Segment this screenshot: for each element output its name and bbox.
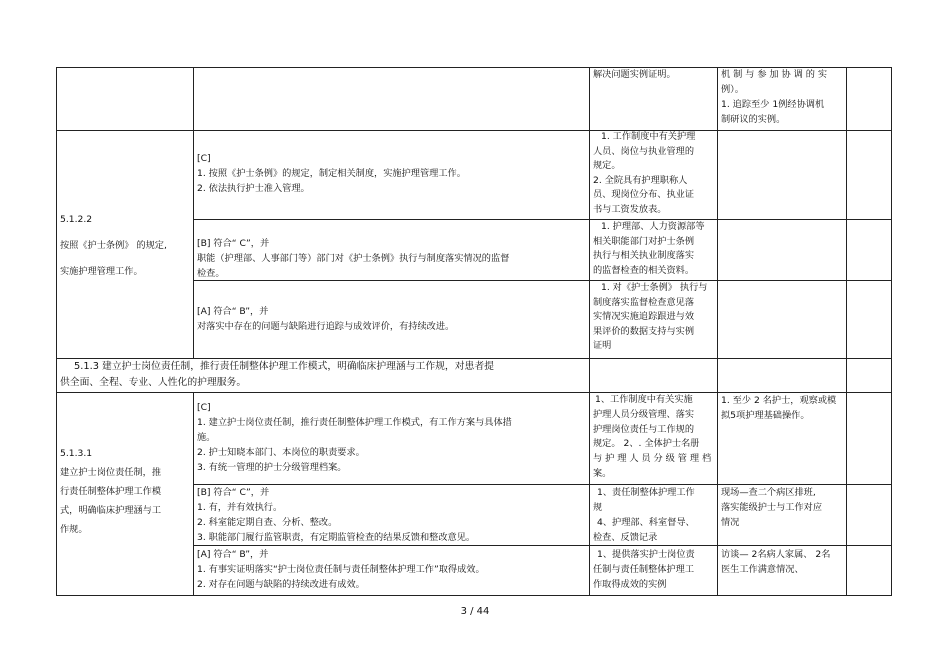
item-5122-grade-a-standard bbox=[197, 304, 587, 334]
text-line: 1、提供落实护士岗位责 bbox=[597, 549, 695, 560]
item-5131-grade-a-evidence bbox=[593, 547, 715, 592]
item-code: 5.1.3.1 bbox=[60, 448, 93, 459]
text-line: 1、责任制整体护理工作 bbox=[597, 487, 695, 498]
top-row-evidence bbox=[593, 67, 715, 82]
item-5131-grade-b-standard bbox=[197, 485, 587, 545]
text-line: [A] 符合“ B”，并 bbox=[197, 306, 269, 317]
text-line: 机 制 与 参 加 协 调 的 实 bbox=[721, 69, 828, 80]
item-code: 5.1.2.2 bbox=[60, 214, 93, 225]
text-line: 1. 至少 2 名护士，观察或模 bbox=[721, 395, 837, 406]
item-5131-grade-b-method bbox=[721, 485, 843, 530]
item-5131-grade-c-standard bbox=[197, 400, 587, 475]
text-line: 制度落实监督检查意见落 bbox=[593, 296, 695, 308]
text-line: 作规。 bbox=[60, 524, 88, 535]
item-5131-grade-a-method bbox=[721, 547, 843, 577]
item-5122-title bbox=[60, 207, 190, 285]
text-line: 4、护理部、科室督导、 bbox=[597, 517, 695, 528]
text-line: 1. 工作制度中有关护理 bbox=[601, 131, 696, 142]
text-line: 执行与相关执业制度落实 bbox=[593, 250, 695, 261]
text-line: 2. 依法执行护士准入管理。 bbox=[197, 183, 310, 194]
section-513-heading bbox=[60, 359, 586, 391]
text-line: 2. 对存在问题与缺陷的持续改进有成效。 bbox=[197, 579, 365, 590]
item-5131-grade-a-standard bbox=[197, 547, 587, 592]
text-line: 员、现岗位分布、执业证 bbox=[593, 189, 695, 200]
text-line: 检查。 bbox=[197, 268, 225, 279]
table-border-left bbox=[56, 67, 57, 595]
text-line: 2. 护士知晓本部门、本岗位的职责要求。 bbox=[197, 447, 365, 458]
column-divider-1 bbox=[193, 67, 194, 358]
text-line: 3. 有统一管理的护士分级管理档案。 bbox=[197, 462, 347, 473]
text-line: [B] 符合“ C”，并 bbox=[197, 487, 270, 498]
text-line: 现场—查二个病区排班, bbox=[721, 487, 816, 498]
text-line: 的监督检查的相关资料。 bbox=[593, 264, 695, 276]
text-line: 规定。 2、. 全体护士名册 bbox=[593, 438, 700, 450]
column-divider-3 bbox=[717, 67, 718, 595]
text-line: 情况 bbox=[721, 517, 740, 528]
text-line: 相关职能部门对护士条例 bbox=[593, 235, 695, 247]
text-line: 2. 全院具有护理职称人 bbox=[593, 174, 688, 186]
text-line: 访谈— 2名病人家属、 2名 bbox=[721, 549, 831, 560]
item-5122-grade-a-evidence bbox=[593, 281, 715, 354]
text-line: 按照《护士条例》 的规定, bbox=[60, 240, 167, 251]
text-line: 1. 对《护士条例》 执行与 bbox=[601, 282, 708, 293]
item-5131-grade-b-evidence bbox=[593, 485, 715, 545]
item-5122-grade-b-standard bbox=[197, 236, 587, 281]
table-border-bottom bbox=[56, 595, 892, 596]
top-row-method bbox=[721, 67, 843, 127]
text-line: 作取得成效的实例 bbox=[593, 579, 667, 590]
column-divider-2 bbox=[589, 67, 590, 595]
page-number: 3 / 44 bbox=[460, 606, 490, 617]
text-line: 1. 按照《护士条例》的规定，制定相关制度，实施护理管理工作。 bbox=[197, 168, 466, 179]
text-line: 规 bbox=[593, 502, 603, 513]
text-line: 规定。 bbox=[593, 160, 621, 171]
table-border-right bbox=[891, 67, 892, 595]
text-line: 证明 bbox=[593, 340, 612, 351]
text-line: [C] bbox=[197, 402, 211, 413]
text-line: 1. 追踪至少 1例经协调机 bbox=[721, 99, 825, 110]
text-line: 职能（护理部、人事部门等）部门对《护士条例》执行与制度落实情况的监督 bbox=[197, 253, 510, 264]
text-line: [B] 符合“ C”，并 bbox=[197, 238, 270, 249]
text-line: 1. 护理部、人力资源部等 bbox=[601, 221, 705, 232]
text-line: 医生工作满意情况、 bbox=[721, 564, 804, 575]
text-line: 3. 职能部门履行监管职责，有定期监管检查的结果反馈和整改意见。 bbox=[197, 532, 476, 543]
text-line: 1. 建立护士岗位责任制，推行责任制整体护理工作模式，有工作方案与具体措 bbox=[197, 417, 512, 428]
text-line: [A] 符合“ B”，并 bbox=[197, 549, 269, 560]
item-5122-grade-c-evidence bbox=[593, 130, 715, 217]
text-line: 例）。 bbox=[721, 84, 744, 95]
row-divider-545 bbox=[193, 545, 892, 546]
text-line: 2. 科室能定期自查、分析、整改。 bbox=[197, 517, 338, 528]
text-line: 任制与责任制整体护理工 bbox=[593, 564, 695, 575]
text-line: [C] bbox=[197, 153, 211, 164]
item-5131-grade-c-evidence bbox=[593, 393, 715, 482]
column-divider-4 bbox=[846, 67, 847, 595]
text-line: 实施护理管理工作。 bbox=[60, 266, 143, 277]
text-line: 拟5项护理基础操作。 bbox=[721, 410, 810, 421]
text-line: 式，明确临床护理涵与工 bbox=[60, 505, 162, 516]
text-line: 果评价的数据支持与实例 bbox=[593, 325, 695, 337]
text-line: 护理人员分级管理、落实 bbox=[593, 408, 695, 420]
text-line: 1. 有，并有效执行。 bbox=[197, 502, 283, 513]
text-line: 1、工作制度中有关实施 bbox=[595, 394, 693, 405]
text-line: 制研议的实例。 bbox=[721, 114, 786, 125]
text-line: 人员、岗位与执业管理的 bbox=[593, 145, 695, 157]
text-line: 护理岗位责任与工作规的 bbox=[593, 423, 695, 435]
item-5131-title bbox=[60, 444, 190, 539]
text-line: 建立护士岗位责任制，推 bbox=[60, 467, 162, 478]
column-divider-1b bbox=[193, 392, 194, 595]
item-5131-grade-c-method bbox=[721, 393, 843, 423]
text-line: 书与工资发放表。 bbox=[593, 203, 667, 215]
item-5122-grade-c-standard bbox=[197, 151, 587, 196]
text-line: 落实能级护士与工作对应 bbox=[721, 502, 823, 513]
text-line: 对落实中存在的问题与缺陷进行追踪与成效评价，有持续改进。 bbox=[197, 321, 455, 332]
row-divider-219 bbox=[193, 219, 892, 220]
text-line: 案。 bbox=[593, 467, 612, 479]
text-line: 施。 bbox=[197, 432, 216, 443]
text-line: 与 护 理 人 员 分 级 管 理 档 bbox=[593, 453, 712, 465]
text-line: 1. 有事实证明落实“护士岗位责任制与责任制整体护理工作”取得成效。 bbox=[197, 564, 485, 575]
text-line: 5.1.3 建立护士岗位责任制，推行责任制整体护理工作模式，明确临床护理涵与工作规，对患者提 bbox=[74, 361, 494, 372]
text-line: 解决问题实例证明。 bbox=[593, 69, 676, 80]
text-line: 供全面、全程、专业、人性化的护理服务。 bbox=[60, 377, 247, 388]
text-line: 实情况实施追踪跟进与效 bbox=[593, 311, 695, 322]
text-line: 检查、反馈记录 bbox=[593, 532, 658, 543]
item-5122-grade-b-evidence bbox=[593, 220, 715, 278]
row-divider-130 bbox=[56, 130, 892, 131]
text-line: 行责任制整体护理工作模 bbox=[60, 486, 162, 497]
